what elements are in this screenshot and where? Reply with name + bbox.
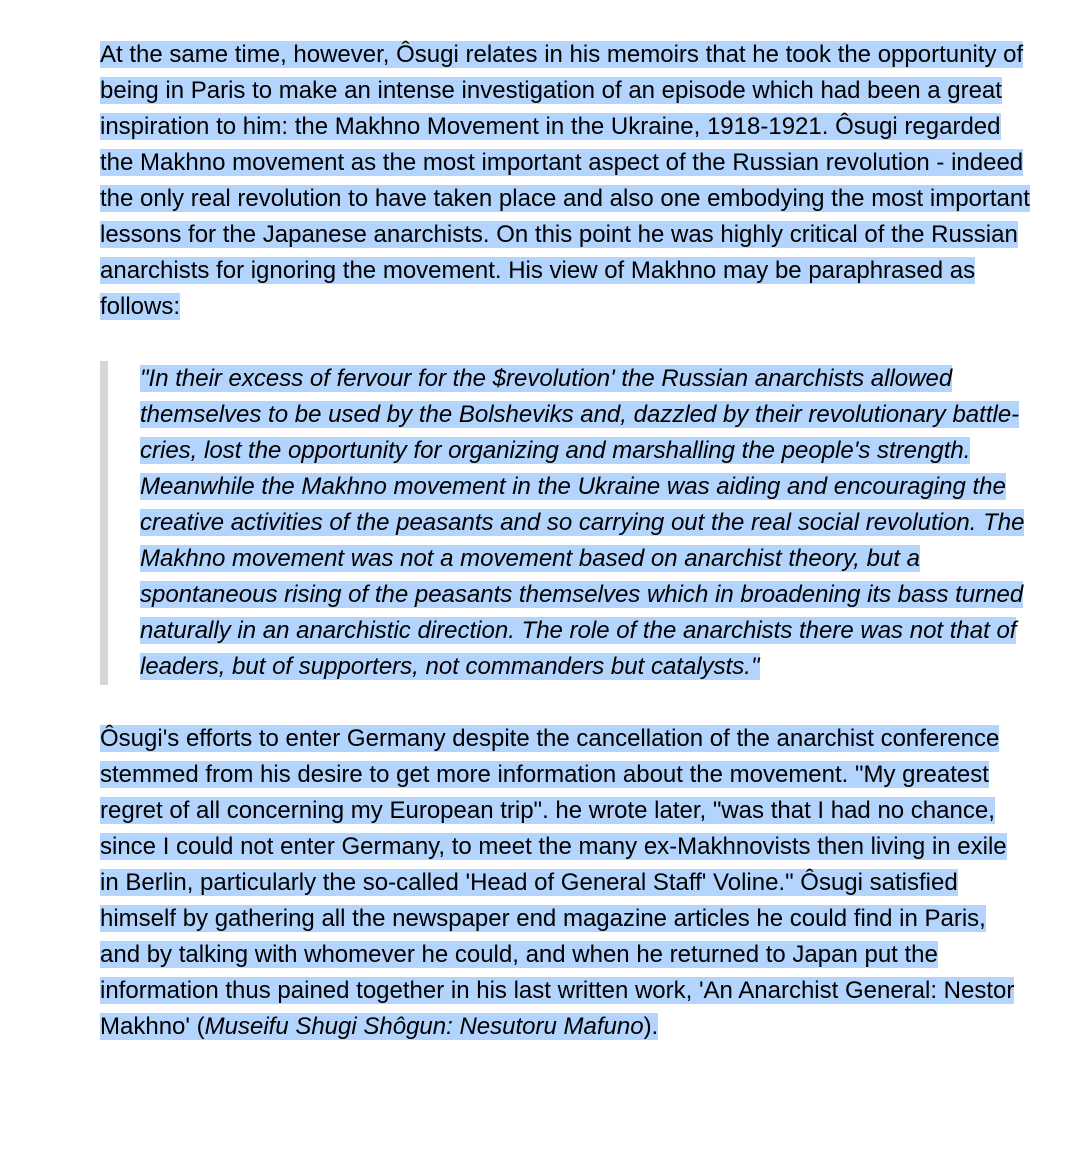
paragraph-germany [100, 721, 1030, 1045]
blockquote-text: "In their excess of fervour for the $revolution' the Russian anarchists allowed themselves to be used by the Bolsheviks and, dazzled by their revolutionary battle-cries, lost the opportunity for organizing and marshalling the people's strength. Meanwhile the Makhno movement in the Ukraine was aiding and encouraging the creative activities of the peasants and so carrying out the real social revolution. The Makhno movement was not a movement based on anarchist theory, but a spontaneous rising of the peasants themselves which in broadening its bass turned naturally in an anarchistic direction. The role of the anarchists there was not that of leaders, but of supporters, not commanders but catalysts." [140, 365, 1025, 680]
paragraph-germany-end: ). [643, 1013, 659, 1040]
article-body [100, 37, 1030, 1045]
paragraph-germany-text: Ôsugi's efforts to enter Germany despite the cancellation of the anarchist conference stemmed from his desire to get more information about the movement. "My greatest regret of all concerning my European trip". he wrote later, "was that I had no chance, since I could not enter Germany, to meet the many ex-Makhnovists then living in exile in Berlin, particularly the so-called 'Head of General Staff' Voline." Ôsugi satisfied himself by gathering all the newspaper end magazine articles he could find in Paris, and by talking with whomever he could, and when he returned to Japan put the information thus pained together in his last written work, 'An Anarchist General: Nestor Makhno' ( [100, 725, 1015, 1040]
book-title: Museifu Shugi Shôgun: Nesutoru Mafuno [204, 1013, 644, 1040]
paragraph-intro-text: At the same time, however, Ôsugi relates in his memoirs that he took the opportunity of being in Paris to make an intense investigation of an episode which had been a great inspiration to him: the Makhno Movement in the Ukraine, 1918-1921. Ôsugi regarded the Makhno movement as the most important aspect of the Russian revolution - indeed the only real revolution to have taken place and also one embodying the most important lessons for the Japanese anarchists. On this point he was highly critical of the Russian anarchists for ignoring the movement. His view of Makhno may be paraphrased as follows: [100, 41, 1030, 320]
paragraph-intro [100, 37, 1030, 325]
blockquote-makhno [100, 361, 1030, 685]
blockquote-text-container [140, 361, 1030, 685]
